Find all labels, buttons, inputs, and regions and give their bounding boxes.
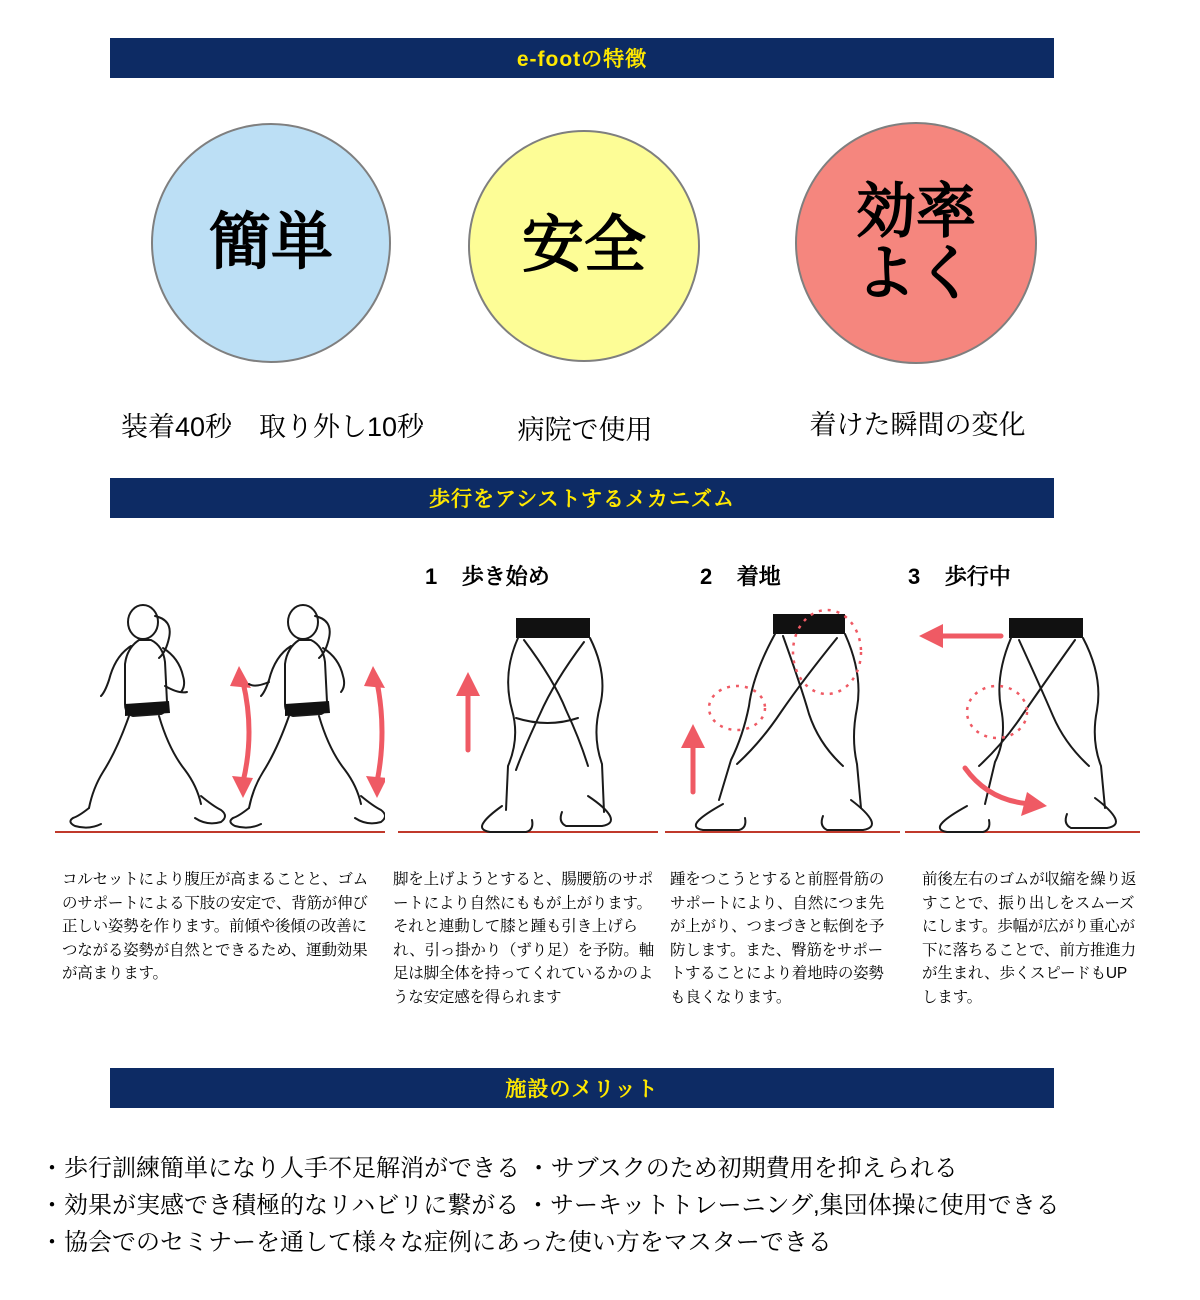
swing-arrow-step-3: [965, 768, 1047, 816]
step-description-0: コルセットにより腹圧が高まることと、ゴムのサポートによる下肢の安定で、背筋が伸び正しい姿勢を作ります。前傾や後傾の改善につながる姿勢が自然とできるため、運動効果が高まります。: [62, 871, 369, 983]
benefits-list: [40, 1150, 1180, 1262]
features-banner: e-footの特徴: [110, 38, 1054, 78]
illustration-posture: [55, 600, 385, 850]
benefits-banner: 施設のメリット: [110, 1068, 1054, 1108]
feature-circle-safe: [468, 130, 700, 362]
feature-circle-efficient-label-line1: 効率: [856, 178, 976, 245]
step-label-3: 歩行中: [944, 564, 1011, 589]
feature-circle-efficient-label-line2: よく: [856, 240, 976, 307]
mechanism-banner: 歩行をアシストするメカニズム: [110, 478, 1054, 518]
figure-walking-left: [70, 605, 225, 828]
step-number-2: 2: [700, 564, 713, 589]
feature-circle-efficient: [795, 122, 1037, 364]
step-description-1: 脚を上げようとすると、腸腰筋のサポートにより自然にももが上がります。それと連動して膝と踵も引き上げられ、引っ掛かり（ずり足）を予防。軸足は脚全体を持ってくれているかのような安定感を得られます: [393, 871, 655, 1006]
step-title-2: [700, 560, 781, 591]
feature-caption-safe: 病院で使用: [517, 415, 653, 445]
illustration-step-1: [398, 600, 658, 850]
step-number-3: 3: [908, 564, 921, 589]
benefit-row-1: ・歩行訓練簡単になり人手不足解消ができる ・サブスクのため初期費用を抑えられる: [40, 1155, 958, 1182]
feature-caption-efficient: 着けた瞬間の変化: [809, 410, 1026, 440]
illustration-step-3: [905, 600, 1140, 850]
highlight-knee: [967, 686, 1027, 738]
step-label-2: 着地: [736, 564, 781, 589]
legs-step-2: [696, 614, 872, 830]
benefit-row-3: ・協会でのセミナーを通して様々な症例にあった使い方をマスターできる: [40, 1229, 832, 1257]
illustration-step-2: [665, 600, 900, 850]
back-arrow-step-3: [919, 624, 1001, 648]
posture-arrow-right: [364, 666, 385, 798]
step-title-1: [425, 560, 550, 591]
posture-arrow-left: [230, 666, 253, 798]
toe-up-arrow-step-2: [681, 724, 705, 792]
benefit-row-2: ・効果が実感でき積極的なリハビリに繋がる ・サーキットトレーニング,集団体操に使用できる: [40, 1192, 1060, 1220]
step-number-1: 1: [425, 564, 438, 589]
lift-arrow-step-1: [456, 672, 480, 750]
step-description-2: 踵をつこうとすると前脛骨筋のサポートにより、自然につま先が上がり、つまづきと転倒を予防します。また、臀筋をサポートすることにより着地時の姿勢も良くなります。: [670, 871, 885, 1006]
highlight-shin: [709, 686, 765, 730]
step-description-3: 前後左右のゴムが収縮を繰り返すことで、振り出しをスムーズにします。歩幅が広がり重心が下に落ちることで、前方推進力が生まれ、歩くスピードもUPします。: [922, 871, 1137, 1006]
feature-circle-easy: [151, 123, 391, 363]
legs-step-1: [482, 618, 611, 832]
feature-circle-safe-label: 安全: [521, 211, 646, 280]
feature-circle-easy-label: 簡単: [208, 208, 333, 277]
step-label-1: 歩き始め: [461, 564, 550, 589]
figure-walking-right: [230, 605, 385, 828]
feature-caption-easy: 装着40秒 取り外し10秒: [120, 412, 425, 442]
step-title-3: [908, 560, 1011, 591]
